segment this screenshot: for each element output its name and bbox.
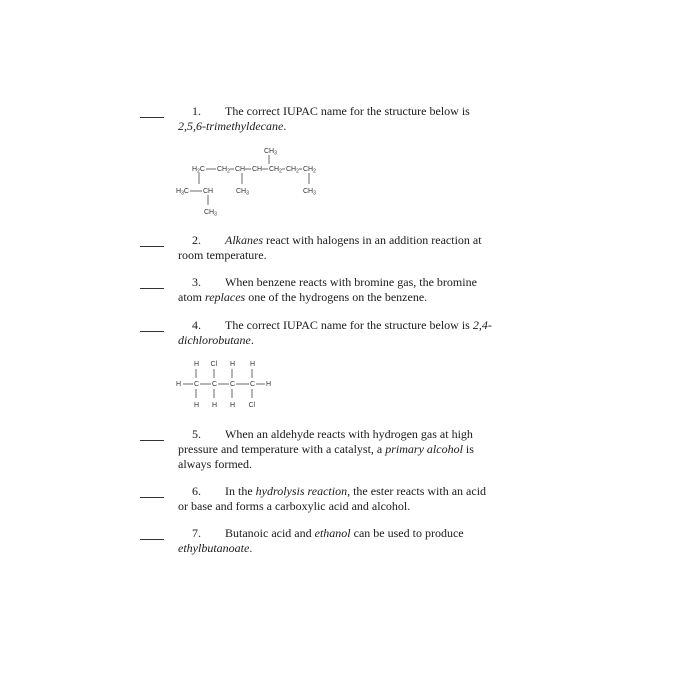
answer-blank[interactable] [140,288,164,289]
question-6 [140,484,520,514]
atom-label: H [266,381,272,388]
question-phrase: Butanoic acid and [225,526,315,540]
atom-label: H [194,402,200,409]
carbon-label: C [194,381,200,388]
question-phrase: . [250,333,254,347]
atom-label: H [230,402,236,409]
struct1-h2c: $H_2C$ [192,166,205,175]
question-phrase: react with halogens in an addition reaction at room temperature. [178,233,482,262]
struct1-ch-a: CH [235,166,246,173]
atom-label: H [176,381,182,388]
struct1-h3c: $H_3C$ [176,188,189,197]
struct1-branch-ch3-a: $CH_3$ [236,188,249,197]
emphasized-term: hydrolysis reaction [255,484,348,498]
answer-blank[interactable] [140,497,164,498]
question-text [178,427,498,472]
atom-label: H [230,361,236,368]
answer-blank[interactable] [140,440,164,441]
atom-label: H [194,361,200,368]
question-2 [140,233,520,263]
question-phrase: can be used to produce [350,526,464,540]
question-phrase: When an aldehyde reacts with hydrogen gas at high pressure and temperature with a catalyst, a [178,427,473,456]
answer-blank[interactable] [140,117,164,118]
question-phrase: In the [225,484,256,498]
struct1-ch2-a: $CH_2$ [217,166,230,175]
struct1-ch-b: CH [252,166,263,173]
question-text [178,318,498,348]
emphasized-term: ethylbutanoate [178,541,250,555]
question-phrase: When benzene reacts with bromine gas, the bromine atom [178,275,477,304]
emphasized-term: ethanol [314,526,351,540]
struct1-ch2-d: $CH_2$ [303,166,316,175]
question-text [178,275,498,305]
question-text [178,526,498,556]
question-text [178,104,498,134]
question-number: 4. [192,318,201,332]
question-phrase: is always formed. [178,442,474,471]
emphasized-term: 2,5,6-trimethyldecane [178,119,284,133]
question-5 [140,427,520,472]
emphasized-term: Alkanes [225,233,263,247]
struct1-branch-ch3-b: $CH_3$ [303,188,316,197]
struct1-lower-ch: CH [203,188,214,195]
answer-blank[interactable] [140,539,164,540]
struct1-ch2-c: $CH_2$ [286,166,299,175]
question-1 [140,104,520,134]
carbon-label: C [212,381,218,388]
question-phrase: The correct IUPAC name for the structure below is [225,104,470,118]
atom-label: H [212,402,218,409]
question-text [178,484,498,514]
atom-label: Cl [210,361,218,368]
question-phrase: . [249,541,253,555]
question-phrase: The correct IUPAC name for the structure below is [225,318,473,332]
carbon-label: C [250,381,256,388]
question-number: 2. [192,233,201,247]
structure-1-diagram [172,143,352,223]
answer-blank[interactable] [140,246,164,247]
emphasized-term: 2,4-dichlorobutane [178,318,492,347]
emphasized-term: replaces [205,290,246,304]
carbon-label: C [230,381,236,388]
struct1-top-ch3: $CH_3$ [264,148,277,157]
question-text [178,233,498,263]
atom-label: H [250,361,256,368]
question-7 [140,526,520,556]
atom-label: Cl [248,402,256,409]
emphasized-term: primary alcohol [385,442,463,456]
question-number: 7. [192,526,201,540]
struct1-lower-ch3: $CH_3$ [204,209,217,218]
question-phrase: , the ester reacts with an acid or base and forms a carboxylic acid and alcohol. [178,484,487,513]
question-number: 6. [192,484,201,498]
question-number: 5. [192,427,201,441]
structure-2-diagram [172,356,292,416]
question-3 [140,275,520,305]
answer-blank[interactable] [140,331,164,332]
question-number: 1. [192,104,201,118]
question-phrase: . [283,119,287,133]
question-4 [140,318,520,348]
question-phrase: one of the hydrogens on the benzene. [245,290,428,304]
question-number: 3. [192,275,201,289]
struct1-ch2-b: $CH_2$ [269,166,282,175]
